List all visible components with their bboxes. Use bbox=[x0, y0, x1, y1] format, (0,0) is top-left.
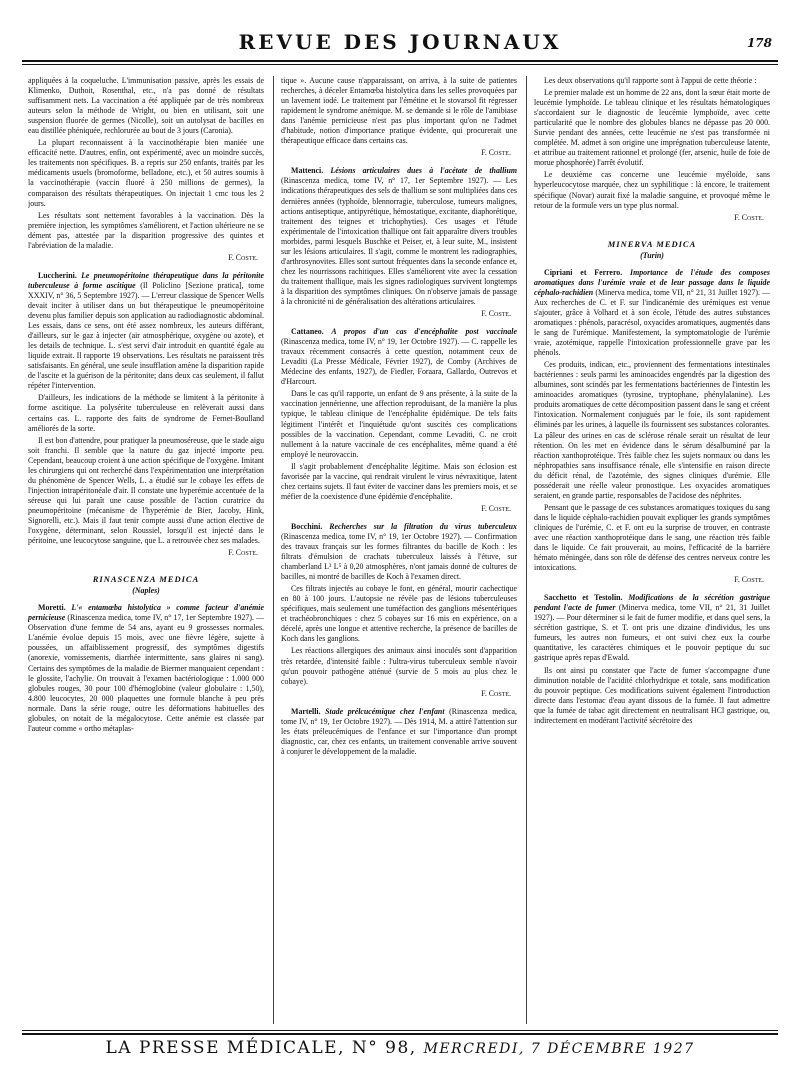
column-1 bbox=[28, 76, 264, 1024]
article-body: (Rinascenza medica, tome IV, n° 19, 1er Octobre 1927). — C. rappelle les travaux récemment consacrés à cette question, notamment ceux de Levaditi (La Presse Médicale, Février 1927), de Comby (Archives de Médecine des enfants, 1927), de Fiedler, Foraara, Gallardo, Outrevos et d'Harcourt. bbox=[281, 337, 517, 387]
article-martelli bbox=[281, 707, 517, 757]
article-body: (Minerva medica, tome VII, n° 21, 31 Juillet 1927). — Pour déterminer si le fait de fumer modifie, et dans quel sens, la sécrétion gastrique, S. et T. ont pris une dizaine d'individus, les uns fumeurs, les autres non fumeurs, et ont suivi chez eux la courbe quantitative, les caractères chimiques et le pouvoir peptique du suc gastrique après repas d'Ewald. bbox=[534, 603, 770, 663]
section-subheading: (Naples) bbox=[132, 586, 160, 596]
paragraph: D'ailleurs, les indications de la méthode se limitent à la péritonite à forme ascitique. La polysérite tuberculeuse en relèverait aussi dans certains cas. L. rapporte des faits de syndrome de Fernet-Boulland améliorés de la sorte. bbox=[28, 393, 264, 433]
article-body: (Il Policlino [Sezione pratica], tome XXXIV, n° 36, 5 Septembre 1927). — L'erreur classique de Spencer Wells devait inciter à utiliser dans un but thérapeutique le pneumopéritoine devenu plus familier depuis son application au radiodiagnostic abdominal. Les essais, dans ce sens, ont été assez nombreux, les auteurs différant, d'ailleurs, sur le gaz à injecter (air atmosphérique, oxygène ou azote), et les details de technique. L. s'est servi d'air introduit en quantité égale au liquide extrait. Il rapporte 19 observations. Les résultats ne paraissent très satisfaisants. En général, une seule insufflation amène la disparition rapide de l'ascite et la guérison de la péritonite; dans deux cas seulement, il fallut répéter l'intervention. bbox=[28, 280, 264, 391]
section-subheading: (Turin) bbox=[640, 250, 664, 260]
column-3 bbox=[534, 76, 770, 1024]
column-divider bbox=[526, 76, 527, 1024]
article-author: Luccherini. bbox=[38, 270, 77, 280]
paragraph: Pensant que le passage de ces substances aromatiques toxiques du sang dans le liquide céphalo-rachidien pouvait expliquer les grands symptômes cliniques de l'urémie, C. et F. ont eu la surprise de trouver, en contraste avec une réaction xanthoprotéique dans le sang, une réaction très faible dans le liquide. Ce fait prouverait, au moins, l'efficacité de la barrière hémato méningée, dans son rôle de défense des centres nerveux contre les intoxications. bbox=[534, 502, 770, 573]
article-author: Bocchini. bbox=[291, 521, 323, 531]
article-moretti bbox=[28, 603, 264, 734]
article-title: Le pneumopéritoine thérapeutique dans la péritonite tuberculeuse à forme ascitique bbox=[28, 270, 264, 290]
article-bocchini bbox=[281, 522, 517, 582]
header-rule bbox=[22, 60, 778, 65]
article-author: Moretti. bbox=[38, 603, 66, 613]
article-body: (Minerva medica, tome VII, n° 21, 31 Juillet 1927). — Aux recherches de C. et F. sur l'indicanémie des urémiques est venue s'ajouter, grâce à Volhard et à son école, l'étude des autres substances aromatiques : phénols, paracrésol, oxyacides aromatiques, augmentés dans le sang de l'urémique. Manifestement, la symptomatologie de l'urémie vraie, azotémique, rappelle l'intoxication professionnelle grave par les phénols. bbox=[534, 287, 770, 358]
paragraph: Les réactions allergiques des animaux ainsi inoculés sont d'apparition très retardée, d'intensité faible : l'ultra-virus tuberculeux semble n'avoir qu'un pouvoir pathogène atténué (survie de 5 mois au plus chez le cobaye). bbox=[281, 646, 517, 686]
paragraph: Ils ont ainsi pu constater que l'acte de fumer s'accompagne d'une diminution notable de l'acidité chlorhydrique et totale, sans modification du pouvoir peptique. Ces modifications suivent également l'introduction directe dans l'estomac d'eau ayant dissous de la fumée. Il faut admettre que la fumée de tabac agit directement en neutralisant HCl gastrique, ou, indirectement en modérant l'activité sécrétoire des bbox=[534, 665, 770, 725]
paragraph: Ces produits, indican, etc., proviennent des fermentations intestinales bactériennes : seuls parmi les aminoacides engendrés par la digestion des albumines, sont scindés par les fermentations bactériennes de l'intestin les aminoacides aromatiques (tyrosine, tryptophane, phénylalanine). Les produits aromatiques de cette décomposition passent dans le sang et créent l'intoxication. Normalement conjugués par le foie, ils sont rapidement éliminés par les urines, à laquelle ils fournissent ses substances colorantes. La pâleur des urines en cas de sclérose rénale serait un résultat de leur rétention. On les met en évidence dans le sérum désalbuminé par la réaction xanthoprotéique. Très faible chez les sujets normaux ou dans les néphropathies sans insuffisance rénale, elle s'intensifie en raison directe du déficit rénal, de l'azotémie, des signes cliniques d'urémie. Elle posséderait une réelle valeur pronostique. Les oxyacides aromatiques seraient, en grande partie, responsables de l'acidose des néphrites. bbox=[534, 360, 770, 500]
article-luccherini bbox=[28, 271, 264, 392]
paragraph: Il s'agit probablement d'encéphalite légitime. Mais son éclosion est favorisée par la vaccine, qui rendrait virulent le virus névraxitique, latent chez certains sujets. Il faut éviter de vacciner dans les premiers mois, et se méfier de la coexistence d'une épidémie d'encéphalite. bbox=[281, 461, 517, 501]
issue-date: MERCREDI, 7 DÉCEMBRE 1927 bbox=[423, 1041, 695, 1057]
article-title: Modifications de la sécrétion gastrique pendant l'acte de fumer bbox=[534, 593, 770, 613]
paragraph: La plupart reconnaissent à la vaccinothérapie bien maniée une efficacité nette. D'autres, enfin, ont expérimenté, avec un moindre succès, les traitements non spécifiques. B. a repris sur 250 enfants, traités par les médicaments usuels (bromoforme, belladone, etc.), et 50 autres soumis à la vaccinothérapie (vaccin fluoré à 250 millions de germes), la comparaison des résultats thérapeutiques. On injectait 1 cmc tous les 2 jours. bbox=[28, 138, 264, 208]
section-heading: MINERVA MEDICA bbox=[607, 238, 697, 249]
page-footer bbox=[22, 1030, 778, 1070]
article-title: Recherches sur la filtration du virus tuberculeux bbox=[329, 521, 517, 531]
paragraph: Le premier malade est un homme de 22 ans, dont la sœur était morte de leucémie lymphoïde. Le tableau clinique et les résultats hématologiques s'accordaient sur le diagnostic de leucémie lymphoïde, avec cette particularité que le nombre des globules blancs ne dépasse pas 20 000. Survie pendant des années, cette leucémie ne s'est pas transformée ni complétée. M. admet à son origine une imprégnation tuberculeuse latente, et attribue au traitement rationnel et prolongé (fer, arsenic, huile de foie de morue phosphorée) l'arrêt évolutif. bbox=[534, 88, 770, 168]
author-signature: F. Coste. bbox=[481, 148, 511, 158]
article-title: L'« entamœba histolytica » comme facteur d'anémie pernicieuse bbox=[28, 603, 264, 623]
page-header bbox=[22, 30, 778, 72]
article-mattenci bbox=[281, 166, 517, 307]
column-divider bbox=[273, 76, 274, 1024]
paragraph: Le deuxième cas concerne une leucémie myéloïde, sans hyperleucocytose marquée, chez un syphilitique : là encore, le traitement spécifique (Novar) aurait fixé la maladie sanguine, et provoqué même le retour de la formule vers un type plus normal. bbox=[534, 170, 770, 210]
running-title: REVUE DES JOURNAUX bbox=[238, 30, 562, 54]
author-signature: F. Coste. bbox=[481, 309, 511, 319]
article-title: Lésions articulaires dues à l'acétate de thallium bbox=[330, 166, 517, 176]
article-author: Martelli. bbox=[291, 706, 321, 716]
text-columns bbox=[28, 76, 774, 1024]
paragraph: Il est bon d'attendre, pour pratiquer la pneumoséreuse, que le stade aigu soit franchi. Il semble que la nature du gaz injecté importe peu. Cependant, beaucoup croient à une action spécifique de l'oxygène. Imitant les chirurgiens qui ont recherché dans l'expérimentation une interprétation du phénomène de Spencer Wells, L. a étudié sur le cobaye les effets de l'injection intrapéritonéale d'air. Il constate une hyperémie accentuée de la séreuse qui lui paraît une cause possible de l'action curatrice du pneumopéritoine (mécanisme de l'hyperémie de Bier, Jacoby, Hink, Signorelli, etc.). Mais il faut tenir compte aussi d'une action élective de l'oxygène, déterminant, selon Roussiel, lorsqu'il est injecté dans le péritoine, une leucocytose sanguine, que L. a retrouvée chez ses malades. bbox=[28, 435, 264, 546]
article-author: Sacchetto et Testolin. bbox=[544, 593, 623, 603]
column-2 bbox=[281, 76, 517, 1024]
paragraph: appliquées à la coqueluche. L'immunisation passive, après les essais de Klimenko, Duthoit, Rosenthal, etc., n'a pas donné de résultats suffisamment nets. La vaccination a été appliquée par de très nombreux auteurs selon la méthode de Wright, ou bien en utilisant, soit une suspension fluorée de germes (Nicolle), soit un autolysat de bacilles en eau distillée phéniquée, rechlorurée au bout de 3 jours (Caronia). bbox=[28, 76, 264, 136]
author-signature: F. Coste. bbox=[734, 212, 764, 222]
article-body: (Rinascenza medica, tome IV, n° 17, 1er Septembre 1927). — Les indications thérapeutiques des sels de thallium se sont multipliées dans ces dernières années (typhoïde, blennorragie, tuberculose, tumeurs malignes, actions antiseptique, antipyrétique, hémostatique, excitante, diaphorétique, traitement des teignes et trichophyties). Ces usages et l'étude expérimentale de l'intoxication thallique ont fait apparaître divers troubles morbides, parmi lesquels Buschke et Peiser, et, à leur suite, M., insistent sur les lésions articulaires. Il s'agit, comme le montrent les radiographies, d'arthrosynovites. Elles sont surtout fréquentes dans la seconde enfance et, chez les nourrissons rachitiques. Elles s'améliorent vite avec la cessation du traitement thallique, mais les signes radiologiques survivent longtemps à la disparition des symptômes cliniques. On n'observe jamais de passage à la chronicité ni de généralisation des altérations articulaires. bbox=[281, 176, 517, 306]
author-signature: F. Coste. bbox=[228, 548, 258, 558]
paragraph: Les deux observations qu'il rapporte sont à l'appui de cette théorie : bbox=[544, 76, 757, 85]
issue-number: N° 98, bbox=[351, 1038, 417, 1058]
article-sacchetto-testolin bbox=[534, 593, 770, 663]
footer-rule bbox=[22, 1030, 778, 1035]
article-cattaneo bbox=[281, 327, 517, 387]
article-body: (Rinascenza medica, tome IV, n° 19, 1er Octobre 1927). — Confirmation des travaux français sur les formes filtrantes du bacille de Koch : les filtrats d'émulsion de crachats tuberculeux laissés à l'étuve, sur chamberland L³ L⁵ à 0,20 atmosphères, n'ont jamais donné de cultures de bacilles, ni montré de bacilles de Koch à l'examen direct. bbox=[281, 531, 517, 582]
article-author: Mattenci. bbox=[291, 166, 324, 176]
paragraph: Ces filtrats injectés au cobaye le font, en général, mourir cachectique en 80 à 100 jours. L'autopsie ne révèle pas de lésions tuberculeuses spécifiques, mais seulement une tuméfaction des ganglions mésentériques et trachéobronchiques : chez 5 cobayes sur 16 mis en expérience, on a décelé, après une longue et attentive recherche, la présence de bacilles de Koch dans les ganglions. bbox=[281, 584, 517, 644]
paragraph: Dans le cas qu'il rapporte, un enfant de 9 ans présente, à la suite de la vaccination jennérienne, une affection reproduisant, de la manière la plus typique, le tableau clinique de l'encéphalite épidémique. De tels faits légitiment l'intérêt et l'inquiétude qu'ont suscités ces complications possibles de la vaccination. Cependant, comme Levaditi, C. ne croit nullement à la nature vaccinale de ces encéphalites, même quand a été employé le neurovaccin. bbox=[281, 389, 517, 459]
author-signature: F. Coste. bbox=[228, 252, 258, 262]
paragraph: tique ». Aucune cause n'apparaissant, on arriva, à la suite de patientes recherches, à déceler Entamœba histolytica dans les selles provoquées par un lavement iodé. Le traitement par l'émétine et le stovarsol fit régresser rapidement le syndrome anémique. M. se demande si le rôle de l'amibiase dans l'anémie pernicieuse n'est pas plus important qu'on ne l'admet d'habitude, notion d'importance pratique évidente, qui procurerait une thérapeutique efficace dans certains cas. bbox=[281, 76, 517, 146]
author-signature: F. Coste. bbox=[734, 575, 764, 585]
author-signature: F. Coste. bbox=[481, 503, 511, 513]
page-number: 178 bbox=[746, 36, 772, 50]
article-body: (Rinascenza medica, tome IV, n° 17, 1er Septembre 1927). — Observation d'une femme de 54 ans, ayant eu 9 grossesses normales. L'anémie évolue depuis 15 mois, avec une fièvre légère, sujette à poussées, un affaiblissement progressif, des symptômes digestifs (anorexie, vomissements, diarrhée intermittente, sans glaires ni sang). Certains des symptômes de la maladie de Biermer manquaient cependant : le glossite, l'achylie. On trouvait à l'examen bactériologique : 1.000 000 globules rouges, 30 pour 100 d'hémoglobine (valeur globulaire : 1,50), 4.800 leucocytes, 20 000 plaquettes une formule blanche à peu près normale. Dans la série rouge, outre les déformations habituelles des globules, on notait de la mégalocytose. Cette anémie est classée par l'auteur comme « ortho métaplas- bbox=[28, 613, 264, 733]
article-title: A propos d'un cas d'encéphalite post vaccinale bbox=[331, 327, 517, 337]
article-body: (Rinascenza medica, tome IV, n° 19, 1er Octobre 1927). — Dès 1914, M. a attiré l'attention sur les états préleucémiques de l'enfance et sur l'importance d'un prompt diagnostic, car, chez ces enfants, un traitement convenable arrive souvent à conjurer le développement de la maladie. bbox=[281, 706, 517, 756]
footer-line bbox=[22, 1038, 778, 1058]
section-heading: RINASCENZA MEDICA bbox=[92, 574, 200, 585]
paragraph: Les résultats sont nettement favorables à la vaccination. Dès la première injection, les symptômes s'améliorent, et l'action ultérieure ne se dément pas, attestée par la disparition progressive des quintes et l'abréviation de la maladie. bbox=[28, 210, 264, 250]
article-title: Importance de l'étude des composes aromatiques dans l'urémie vraie et de leur passage dans le liquide céphalo-rachidien bbox=[534, 267, 770, 297]
journal-name: LA PRESSE MÉDICALE, bbox=[105, 1038, 345, 1058]
article-title: Stade prélcucémique chez l'enfant bbox=[325, 706, 445, 716]
article-author: Cipriani et Ferrero. bbox=[544, 267, 623, 277]
article-author: Cattaneo. bbox=[291, 327, 324, 337]
article-cipriani-ferrero bbox=[534, 268, 770, 358]
author-signature: F. Coste. bbox=[481, 688, 511, 698]
